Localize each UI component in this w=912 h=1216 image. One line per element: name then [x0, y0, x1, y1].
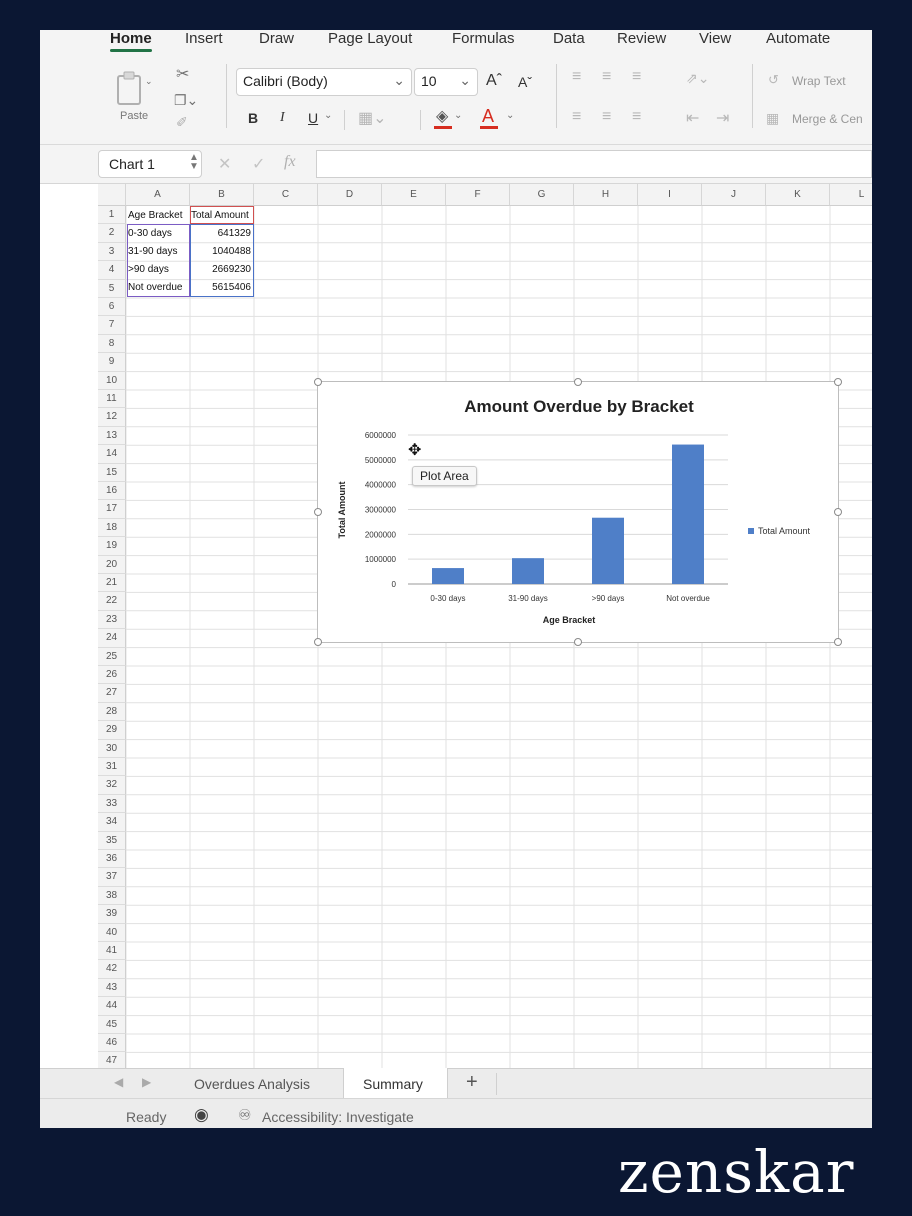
- shrink-font-button[interactable]: Aˇ: [518, 74, 532, 90]
- accessibility-icon: ♾: [238, 1107, 252, 1124]
- sheet-tab-bar: [40, 1068, 872, 1099]
- font-color-chevron-icon[interactable]: ⌄: [506, 110, 515, 121]
- resize-handle[interactable]: [574, 378, 582, 386]
- row-header-22[interactable]: 22: [98, 592, 126, 610]
- row-header-47[interactable]: 47: [98, 1052, 126, 1068]
- paste-button[interactable]: [114, 70, 148, 108]
- row-header-46[interactable]: 46: [98, 1034, 126, 1052]
- row-header-34[interactable]: 34: [98, 813, 126, 831]
- row-header-33[interactable]: 33: [98, 795, 126, 813]
- chart-object[interactable]: [317, 381, 839, 643]
- row-header-25[interactable]: 25: [98, 648, 126, 666]
- row-header-2[interactable]: 2: [98, 224, 126, 242]
- font-color-swatch: [480, 126, 498, 129]
- cell-b1[interactable]: Total Amount: [191, 210, 249, 221]
- tab-formulas[interactable]: Formulas: [452, 30, 515, 47]
- row-header-41[interactable]: 41: [98, 942, 126, 960]
- fill-chevron-icon[interactable]: ⌄: [454, 110, 463, 121]
- y-tick-label: 1000000: [364, 555, 396, 565]
- row-header-15[interactable]: 15: [98, 464, 126, 482]
- orientation-icon[interactable]: ⇗⌄: [686, 70, 710, 86]
- font-size-value: 10: [421, 73, 437, 89]
- row-header-43[interactable]: 43: [98, 979, 126, 997]
- column-header-c[interactable]: C: [254, 184, 318, 206]
- column-header-a[interactable]: A: [126, 184, 190, 206]
- resize-handle[interactable]: [314, 508, 322, 516]
- formula-bar: [40, 145, 872, 184]
- row-header-6[interactable]: 6: [98, 298, 126, 316]
- wrap-text-button[interactable]: Wrap Text: [792, 74, 846, 88]
- value-range-highlight: [190, 224, 254, 297]
- align-left-icon[interactable]: ≡: [572, 108, 582, 125]
- sheet-tab-summary[interactable]: [344, 1068, 448, 1099]
- cell-b5[interactable]: 5615406: [212, 282, 251, 293]
- row-header-17[interactable]: 17: [98, 500, 126, 518]
- x-tick-label: 31-90 days: [508, 594, 548, 603]
- y-tick-label: 0: [391, 580, 396, 589]
- x-tick-label: Not overdue: [666, 594, 710, 603]
- font-size-dropdown[interactable]: [414, 68, 478, 96]
- merge-center-button[interactable]: Merge & Cen: [792, 112, 863, 126]
- series-name-highlight: [190, 206, 254, 224]
- chart-title[interactable]: Amount Overdue by Bracket: [464, 397, 694, 416]
- bold-button[interactable]: B: [248, 110, 259, 126]
- row-header-44[interactable]: 44: [98, 997, 126, 1015]
- ribbon-separator: [344, 110, 345, 130]
- format-painter-icon[interactable]: ✐: [176, 114, 188, 130]
- fill-color-icon[interactable]: ◈: [436, 108, 449, 125]
- column-header-f[interactable]: F: [446, 184, 510, 206]
- bar--90-days[interactable]: [592, 518, 624, 584]
- sheet-tab-overdues-analysis[interactable]: [178, 1069, 344, 1099]
- column-header-h[interactable]: H: [574, 184, 638, 206]
- y-tick-label: 4000000: [364, 480, 396, 490]
- y-tick-label: 2000000: [364, 530, 396, 540]
- x-axis-title[interactable]: Age Bracket: [542, 615, 596, 625]
- sheet-tab-label: Overdues Analysis: [194, 1076, 310, 1092]
- row-header-45[interactable]: 45: [98, 1016, 126, 1034]
- row-header-7[interactable]: 7: [98, 316, 126, 334]
- font-name-value: Calibri (Body): [243, 73, 328, 89]
- name-box[interactable]: [98, 150, 202, 178]
- row-header-36[interactable]: 36: [98, 850, 126, 868]
- row-header-30[interactable]: 30: [98, 740, 126, 758]
- column-header-i[interactable]: I: [638, 184, 702, 206]
- row-header-11[interactable]: 11: [98, 390, 126, 408]
- row-header-9[interactable]: 9: [98, 353, 126, 371]
- cell-b2[interactable]: 641329: [217, 228, 251, 239]
- tab-review[interactable]: Review: [617, 30, 667, 47]
- insert-function-icon[interactable]: fx: [284, 153, 296, 170]
- resize-handle[interactable]: [314, 378, 322, 386]
- row-header-20[interactable]: 20: [98, 556, 126, 574]
- copy-icon[interactable]: ❐⌄: [174, 92, 199, 108]
- row-header-23[interactable]: 23: [98, 611, 126, 629]
- resize-handle[interactable]: [574, 638, 582, 646]
- select-all-corner[interactable]: [98, 184, 126, 206]
- x-tick-label: 0-30 days: [430, 594, 466, 603]
- excel-window: [40, 30, 872, 1128]
- macro-record-icon[interactable]: ◉: [194, 1105, 209, 1124]
- resize-handle[interactable]: [834, 378, 842, 386]
- tab-automate[interactable]: Automate: [766, 30, 831, 47]
- ribbon-tab-bar: [40, 30, 872, 52]
- column-header-b[interactable]: B: [190, 184, 254, 206]
- paste-chevron-icon[interactable]: ⌄: [145, 76, 153, 86]
- row-header-21[interactable]: 21: [98, 574, 126, 592]
- column-header-j[interactable]: J: [702, 184, 766, 206]
- column-header-d[interactable]: D: [318, 184, 382, 206]
- accessibility-status[interactable]: Accessibility: Investigate: [262, 1109, 414, 1125]
- status-bar: [40, 1098, 872, 1128]
- underline-button[interactable]: U: [308, 110, 319, 126]
- tab-home[interactable]: Home: [110, 30, 152, 47]
- name-box-value: Chart 1: [109, 156, 155, 172]
- sheet-tab-label: Summary: [363, 1076, 423, 1092]
- row-header-29[interactable]: 29: [98, 721, 126, 739]
- row-header-13[interactable]: 13: [98, 427, 126, 445]
- tab-insert[interactable]: Insert: [185, 30, 223, 47]
- cell-a2[interactable]: 0-30 days: [128, 228, 172, 239]
- confirm-edit-icon[interactable]: ✓: [252, 156, 266, 173]
- clipboard-icon: [114, 70, 148, 108]
- category-range-highlight: [127, 224, 190, 297]
- cell-a3[interactable]: 31-90 days: [128, 246, 178, 257]
- align-bottom-icon[interactable]: ≡: [632, 68, 642, 85]
- y-axis-title[interactable]: Total Amount: [337, 481, 347, 539]
- merge-icon: ▦: [766, 110, 780, 126]
- cell-a4[interactable]: >90 days: [128, 264, 169, 275]
- row-header-42[interactable]: 42: [98, 960, 126, 978]
- prev-sheet-icon[interactable]: ◀: [114, 1075, 124, 1089]
- ribbon-separator: [226, 64, 227, 128]
- add-sheet-button[interactable]: +: [466, 1071, 478, 1093]
- font-color-glyph: A: [482, 106, 495, 126]
- row-header-38[interactable]: 38: [98, 887, 126, 905]
- row-header-3[interactable]: 3: [98, 243, 126, 261]
- tab-draw[interactable]: Draw: [259, 30, 295, 47]
- row-header-31[interactable]: 31: [98, 758, 126, 776]
- row-header-26[interactable]: 26: [98, 666, 126, 684]
- align-middle-icon[interactable]: ≡: [602, 68, 612, 85]
- ribbon-home: [40, 52, 872, 145]
- next-sheet-icon[interactable]: ▶: [142, 1075, 152, 1089]
- row-header-37[interactable]: 37: [98, 868, 126, 886]
- bar-31-90-days[interactable]: [512, 558, 544, 584]
- cell-a1[interactable]: Age Bracket: [128, 210, 183, 221]
- brand-watermark: zenskar: [618, 1138, 855, 1206]
- font-color-button[interactable]: [482, 106, 494, 127]
- row-header-24[interactable]: 24: [98, 629, 126, 647]
- tab-separator: [496, 1073, 497, 1095]
- font-name-dropdown[interactable]: [236, 68, 412, 96]
- row-header-19[interactable]: 19: [98, 537, 126, 555]
- row-header-35[interactable]: 35: [98, 832, 126, 850]
- column-header-l[interactable]: L: [830, 184, 872, 206]
- row-header-1[interactable]: 1: [98, 206, 126, 224]
- grow-font-button[interactable]: Aˆ: [486, 72, 502, 89]
- borders-icon[interactable]: ▦⌄: [358, 110, 387, 127]
- row-header-5[interactable]: 5: [98, 280, 126, 298]
- cut-icon[interactable]: ✂: [176, 66, 190, 83]
- italic-button[interactable]: I: [280, 110, 285, 125]
- move-cursor-icon: ✥: [408, 442, 422, 459]
- resize-handle[interactable]: [314, 638, 322, 646]
- y-tick-label: 5000000: [364, 455, 396, 465]
- decrease-indent-icon[interactable]: ⇤: [686, 110, 700, 127]
- wrap-text-icon: ↺: [768, 72, 779, 87]
- fill-color-swatch: [434, 126, 452, 129]
- row-header-8[interactable]: 8: [98, 335, 126, 353]
- cell-a5[interactable]: Not overdue: [128, 282, 183, 293]
- chart-canvas: [318, 382, 838, 642]
- bar-not-overdue[interactable]: [672, 445, 704, 584]
- row-header-32[interactable]: 32: [98, 776, 126, 794]
- chevron-down-icon: ⌄: [459, 72, 471, 88]
- row-header-40[interactable]: 40: [98, 924, 126, 942]
- row-header-28[interactable]: 28: [98, 703, 126, 721]
- legend-entry[interactable]: Total Amount: [758, 526, 811, 536]
- y-tick-label: 6000000: [364, 431, 396, 440]
- tab-page-layout[interactable]: Page Layout: [328, 30, 413, 47]
- increase-indent-icon[interactable]: ⇥: [716, 110, 730, 127]
- align-right-icon[interactable]: ≡: [632, 108, 642, 125]
- bar-0-30-days[interactable]: [432, 568, 464, 584]
- status-ready: Ready: [126, 1109, 167, 1125]
- y-tick-label: 3000000: [364, 505, 396, 515]
- formula-input[interactable]: [316, 150, 872, 178]
- chevron-down-icon: ⌄: [393, 72, 405, 88]
- cell-b4[interactable]: 2669230: [212, 264, 251, 275]
- row-header-4[interactable]: 4: [98, 261, 126, 279]
- name-box-stepper-icon: ▲ ▼: [189, 152, 199, 172]
- cell-b3[interactable]: 1040488: [212, 246, 251, 257]
- paste-label: Paste: [120, 110, 149, 122]
- plot-area-tooltip: Plot Area: [412, 466, 477, 486]
- x-tick-label: >90 days: [591, 594, 625, 603]
- align-top-icon[interactable]: ≡: [572, 68, 582, 85]
- resize-handle[interactable]: [834, 508, 842, 516]
- legend-swatch: [748, 528, 754, 534]
- ribbon-separator: [556, 64, 557, 128]
- ribbon-separator: [420, 110, 421, 130]
- row-header-12[interactable]: 12: [98, 408, 126, 426]
- align-center-icon[interactable]: ≡: [602, 108, 612, 125]
- row-header-14[interactable]: 14: [98, 445, 126, 463]
- column-header-g[interactable]: G: [510, 184, 574, 206]
- tab-data[interactable]: Data: [553, 30, 585, 47]
- row-header-10[interactable]: 10: [98, 372, 126, 390]
- row-header-18[interactable]: 18: [98, 519, 126, 537]
- column-header-e[interactable]: E: [382, 184, 446, 206]
- cancel-edit-icon[interactable]: ✕: [218, 156, 232, 173]
- worksheet-grid[interactable]: [40, 184, 872, 1068]
- tab-view[interactable]: View: [699, 30, 732, 47]
- row-header-39[interactable]: 39: [98, 905, 126, 923]
- row-header-27[interactable]: 27: [98, 684, 126, 702]
- row-header-16[interactable]: 16: [98, 482, 126, 500]
- ribbon-separator: [752, 64, 753, 128]
- column-header-k[interactable]: K: [766, 184, 830, 206]
- resize-handle[interactable]: [834, 638, 842, 646]
- underline-chevron-icon[interactable]: ⌄: [324, 110, 333, 121]
